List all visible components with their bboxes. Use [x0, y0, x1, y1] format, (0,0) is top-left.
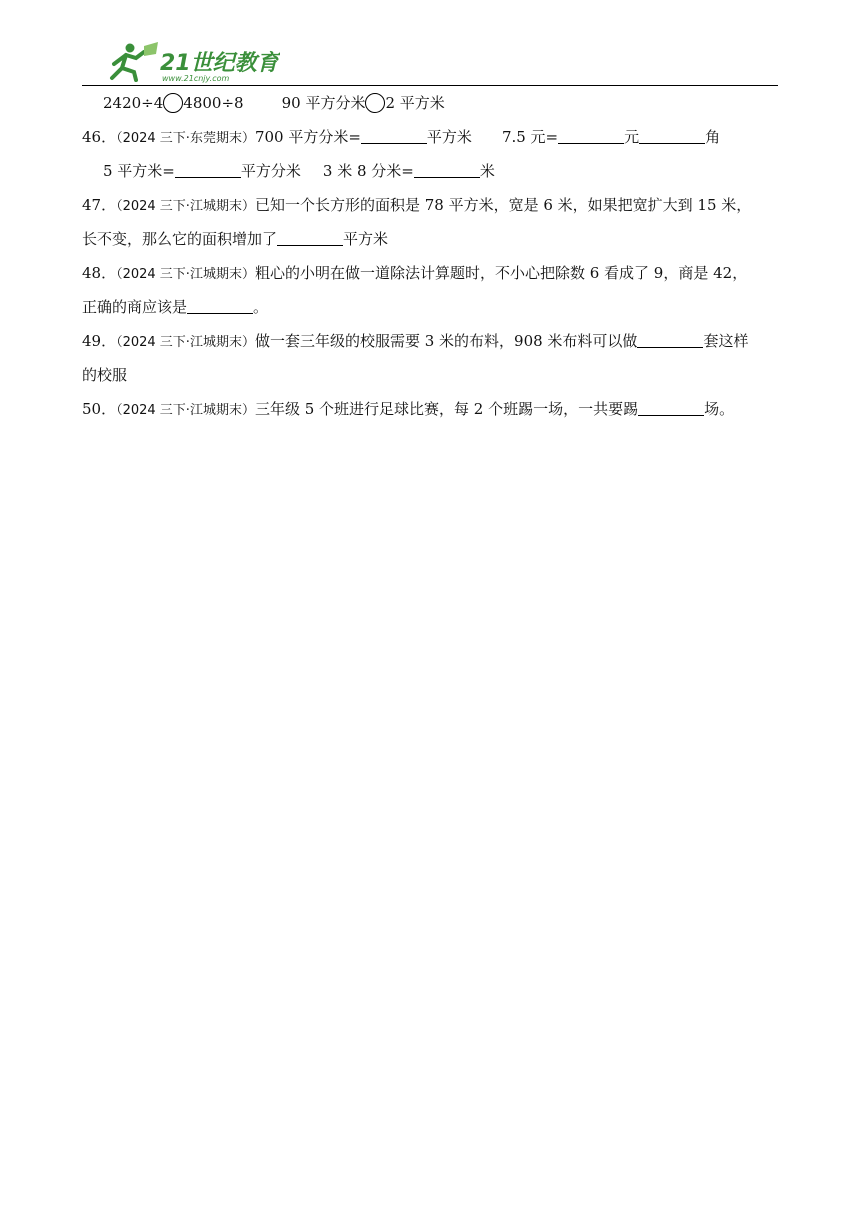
answer-blank-48[interactable]	[187, 299, 253, 314]
q47-text-1: 已知一个长方形的面积是 78 平方米，宽是 6 米，如果把宽扩大到 15 米，	[254, 196, 752, 214]
q46-source: （2024 三下·东莞期末）	[116, 131, 255, 146]
q49-source: （2024 三下·江城期末）	[116, 335, 255, 350]
compare-circle-1[interactable]	[163, 93, 183, 113]
q49-text-1: 做一套三年级的校服需要 3 米的布料，908 米布料可以做	[254, 332, 638, 350]
q50-source: （2024 三下·江城期末）	[116, 403, 255, 418]
answer-blank-49[interactable]	[637, 333, 703, 348]
q49-line-1	[82, 331, 748, 353]
answer-blank-46d[interactable]	[175, 163, 241, 178]
q48-number: 48．	[82, 264, 117, 282]
q45-left-b: 4800÷8	[183, 94, 244, 112]
q46-d: 3 米 8 分米=	[322, 162, 414, 180]
logo-21cnjy	[100, 40, 280, 84]
q49-line-2	[82, 365, 127, 385]
logo-url: www.21cnjy.com	[162, 74, 230, 83]
q48-source: （2024 三下·江城期末）	[116, 267, 255, 282]
q47-source: （2024 三下·江城期末）	[116, 199, 255, 214]
compare-circle-2[interactable]	[365, 93, 385, 113]
q50-number: 50．	[82, 400, 117, 418]
answer-blank-50[interactable]	[638, 401, 704, 416]
q47-line-2	[82, 229, 388, 249]
q46-c-unit: 平方分米	[240, 162, 301, 180]
q45-right-a: 90 平方分米	[281, 94, 366, 112]
q46-number: 46．	[82, 128, 117, 146]
answer-blank-46e[interactable]	[414, 163, 480, 178]
runner-icon	[112, 42, 158, 80]
q46-a: 700 平方分米=	[254, 128, 361, 146]
q49-text-1-end: 套这样	[703, 332, 749, 350]
q48-line-2	[82, 297, 268, 317]
q50-end: 场。	[704, 400, 735, 418]
q47-number: 47．	[82, 196, 117, 214]
q46-b: 7.5 元=	[501, 128, 559, 146]
q47-text-2: 长不变，那么它的面积增加了	[82, 230, 278, 248]
q46-line-2	[103, 161, 495, 181]
answer-blank-46a[interactable]	[361, 129, 427, 144]
header-divider	[82, 85, 778, 86]
q47-line-1	[82, 195, 751, 217]
answer-blank-47[interactable]	[277, 231, 343, 246]
q46-b-unit2: 角	[705, 128, 721, 146]
q49-text-2: 的校服	[82, 366, 128, 384]
q45-right-b: 2 平方米	[385, 94, 445, 112]
q48-text-2: 正确的商应该是	[82, 298, 188, 316]
answer-blank-46b[interactable]	[558, 129, 624, 144]
logo-text: 21世纪教育	[160, 51, 279, 76]
q46-c: 5 平方米=	[103, 162, 175, 180]
q48-end: 。	[253, 298, 269, 316]
q50-line-1	[82, 399, 734, 421]
q46-b-unit1: 元	[624, 128, 640, 146]
q45-left-a: 2420÷4	[103, 94, 164, 112]
q48-text-1: 粗心的小明在做一道除法计算题时，不小心把除数 6 看成了 9，商是 42，	[254, 264, 748, 282]
answer-blank-46c[interactable]	[639, 129, 705, 144]
q45-line	[103, 93, 445, 113]
q48-line-1	[82, 263, 747, 285]
page-header	[82, 40, 778, 86]
q49-number: 49．	[82, 332, 117, 350]
q47-unit: 平方米	[343, 230, 389, 248]
q50-text-1: 三年级 5 个班进行足球比赛，每 2 个班踢一场，一共要踢	[254, 400, 639, 418]
q46-line-1	[82, 127, 720, 149]
q46-a-unit: 平方米	[426, 128, 472, 146]
q46-d-unit: 米	[479, 162, 495, 180]
